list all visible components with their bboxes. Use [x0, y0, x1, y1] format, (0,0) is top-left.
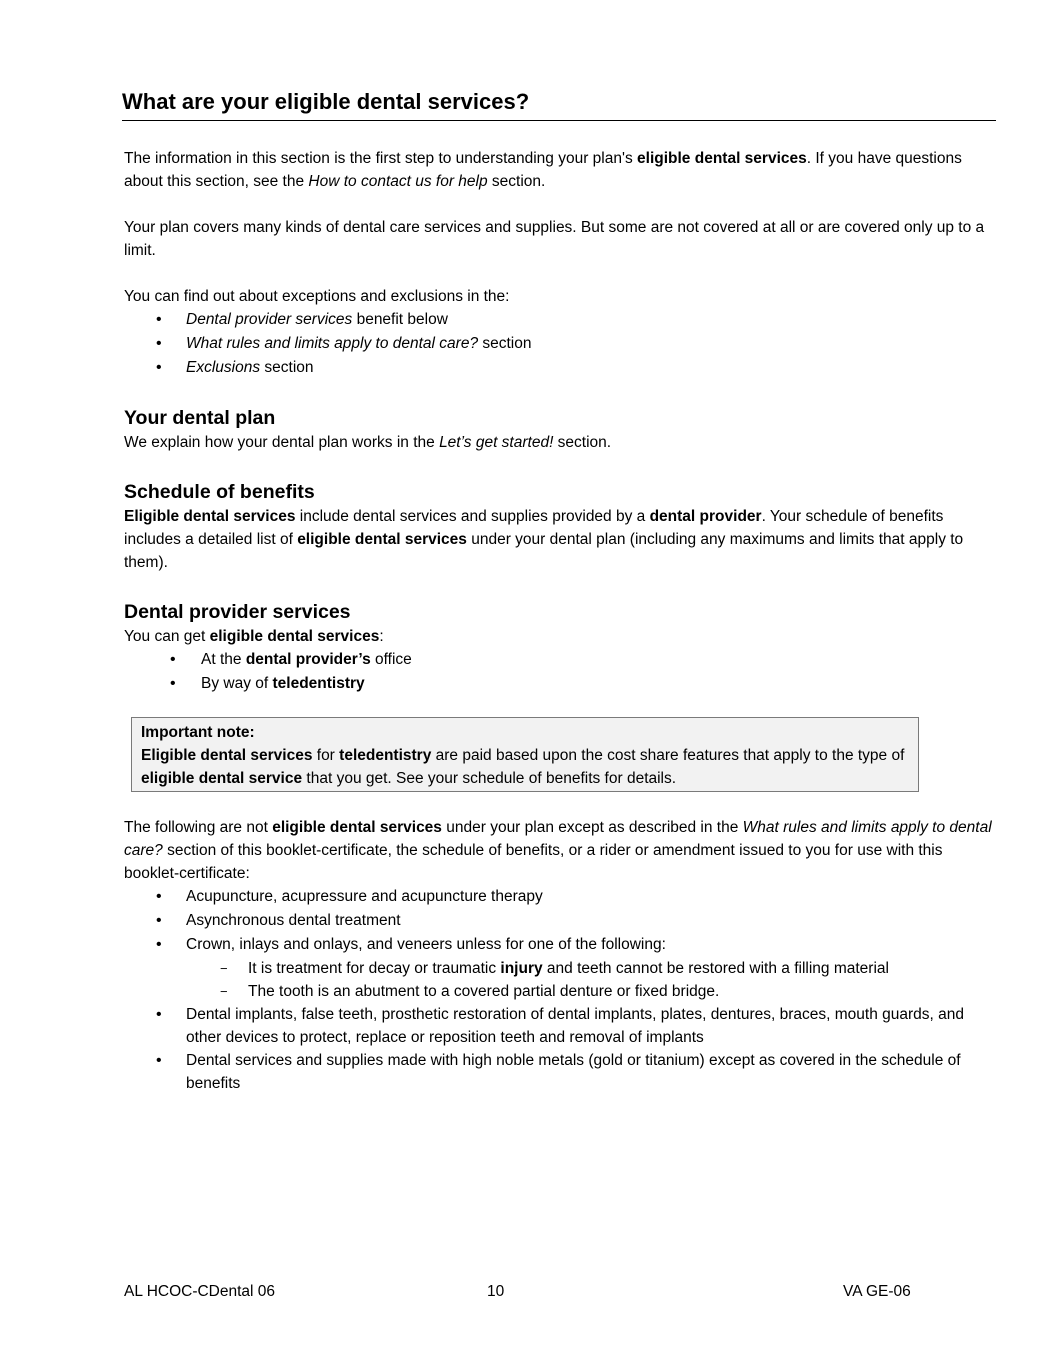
dental-plan-heading: Your dental plan — [124, 407, 276, 429]
list-item: • At the dental provider’s office — [124, 648, 994, 672]
schedule-text: Eligible dental services include dental services and supplies provided by a dental provider. Your schedule of benefits includes a detailed list of eligible dental services under your dental plan (including any maximums and limits that apply to them). — [124, 508, 964, 571]
crown-sublist — [186, 957, 994, 1003]
intro-paragraph-2: Your plan covers many kinds of dental care services and supplies. But some are not covered at all or are covered only up to a limit. — [124, 219, 985, 259]
sub-list-item: − The tooth is an abutment to a covered partial denture or fixed bridge. — [186, 980, 994, 1003]
list-item: • Dental provider services benefit below — [124, 308, 994, 332]
list-item: • Asynchronous dental treatment — [124, 909, 994, 933]
intro-paragraph-1: The information in this section is the first step to understanding your plan's eligible dental services. If you have questions about this section, see the How to contact us for help section. — [124, 150, 962, 190]
footer-page-number: 10 — [487, 1283, 505, 1300]
list-item: • What rules and limits apply to dental care? section — [124, 332, 994, 356]
page-content — [124, 88, 994, 1095]
exceptions-list — [124, 308, 994, 380]
important-note-text: Eligible dental services for teledentistry are paid based upon the cost share features that apply to the type of eligible dental service that you get. See your schedule of benefits for details. — [141, 747, 905, 787]
list-item: • Dental implants, false teeth, prosthetic restoration of dental implants, plates, dentures, braces, mouth guards, and other devices to protect, replace or reposition teeth and removal of implants — [124, 1003, 994, 1049]
provider-list — [124, 648, 994, 696]
provider-heading: Dental provider services — [124, 601, 351, 623]
not-eligible-list — [124, 885, 994, 1095]
not-eligible-lead: The following are not eligible dental services under your plan except as described in the What rules and limits apply to dental care? section of this booklet-certificate, the schedule of benefits, or a rider or amendment issued to you for use with this booklet-certificate: — [124, 819, 992, 882]
schedule-heading: Schedule of benefits — [124, 481, 315, 503]
list-item: • Crown, inlays and onlays, and veneers unless for one of the following: − It is treatment for decay or traumatic injury and teeth cannot be restored with a filling material − The tooth is an abutment to a covered partial denture or fixed bridge. — [124, 933, 994, 1003]
important-note-box — [131, 717, 919, 792]
intro-paragraph-3: You can find out about exceptions and exclusions in the: — [124, 288, 510, 305]
footer-right: VA GE-06 — [843, 1283, 911, 1300]
list-item: • Dental services and supplies made with high noble metals (gold or titanium) except as covered in the schedule of benefits — [124, 1049, 994, 1095]
important-note-title: Important note: — [141, 724, 255, 741]
list-item: • Acupuncture, acupressure and acupuncture therapy — [124, 885, 994, 909]
list-item: • Exclusions section — [124, 356, 994, 380]
list-item: • By way of teledentistry — [124, 672, 994, 696]
sub-list-item: − It is treatment for decay or traumatic injury and teeth cannot be restored with a filling material — [186, 957, 994, 980]
footer-left: AL HCOC-CDental 06 — [124, 1283, 276, 1300]
page-title: What are your eligible dental services? — [122, 88, 996, 121]
provider-lead: You can get eligible dental services: — [124, 628, 384, 645]
dental-plan-text: We explain how your dental plan works in the Let’s get started! section. — [124, 434, 612, 451]
